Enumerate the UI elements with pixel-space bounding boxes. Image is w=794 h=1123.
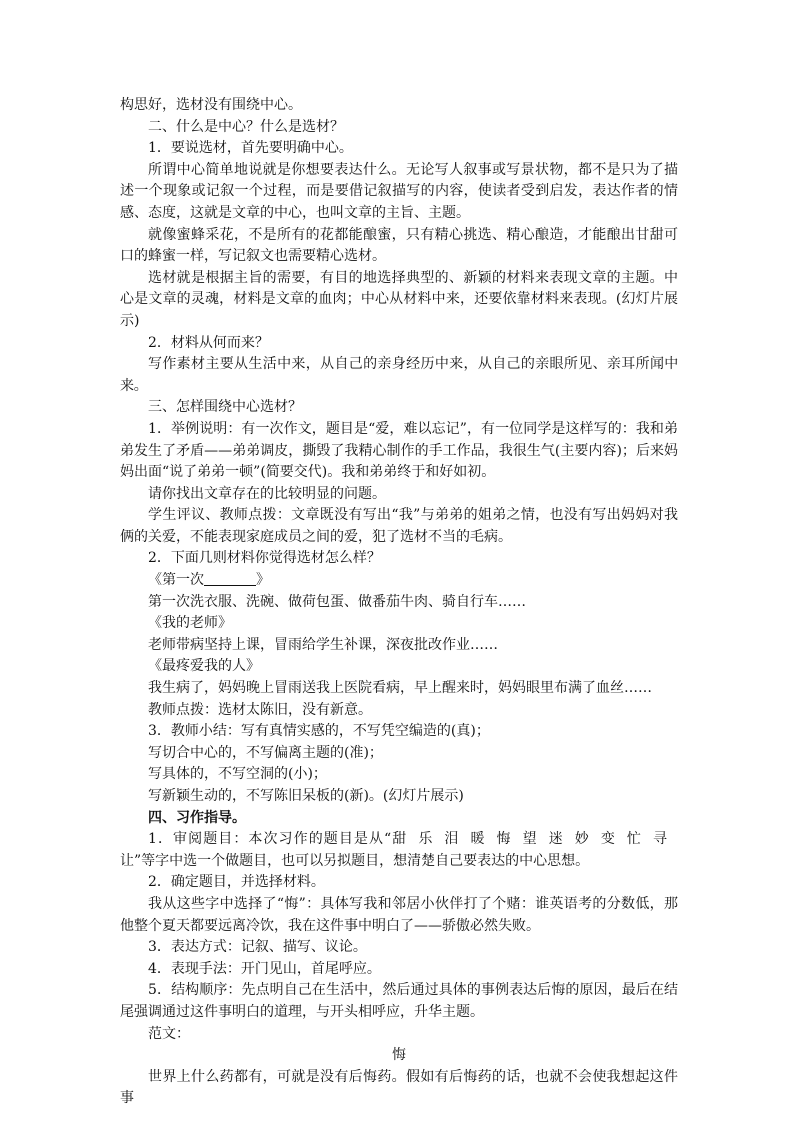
text-run: 让”等字中选一个做题目，也可以另拟题目，想清楚自己要表达的中心思想。 — [120, 852, 590, 869]
paragraph: 5．结构顺序：先点明自己在生活中，然后通过具体的事例表达后悔的原因，最后在结尾强调通过这件事明白的道理，与开头相呼应，升华主题。 — [120, 982, 678, 1020]
subheading: 1．要说选材，首先要明确中心。 — [148, 140, 353, 157]
material-title-first-time — [120, 570, 678, 592]
paragraph: 3．教师小结：写有真情实感的，不写凭空编造的(真)； — [148, 723, 490, 740]
material-title-text: 《第一次 — [148, 572, 204, 589]
paragraph: 世界上什么药都有，可就是没有后悔药。假如有后悔药的话，也就不会使我想起这件事 — [120, 1068, 678, 1107]
paragraph: 1．举例说明：有一次作文，题目是“爱，难以忘记”，有一位同学是这样写的：我和弟弟发生了矛盾——弟弟调皮，撕毁了我精心制作的手工作品，我很生气(主要内容)；后来妈妈出面“说了弟弟一顿”(简要交代)。我和弟弟终于和好如初。 — [120, 420, 678, 481]
paragraph: 写切合中心的，不写偏离主题的(准)； — [148, 744, 383, 761]
subheading: 2．下面几则材料你觉得选材怎么样？ — [148, 550, 381, 567]
paragraph: 就像蜜蜂采花，不是所有的花都能酿蜜，只有精心挑选、精心酿造，才能酿出甘甜可口的蜂蜜一样，写记叙文也需要精心选材。 — [120, 226, 678, 265]
paragraph: 写新颖生动的，不写陈旧呆板的(新)。(幻灯片展示) — [148, 788, 464, 804]
paragraph: 所谓中心简单地说就是你想要表达什么。无论写人叙事或写景状物，都不是只为了描述一个现象或记叙一个过程，而是要借记叙描写的内容，使读者受到启发，表达作者的情感、态度，这就是文章的中心，也叫文章的主旨、主题。 — [120, 161, 678, 221]
section-heading-3: 三、怎样围绕中心选材？ — [148, 399, 302, 416]
paragraph: 我从这些字中选择了“悔”：具体写我和邻居小伙伴打了个赌：谁英语考的分数低，那他整个夏天都要远离冷饮，我在这件事中明白了——骄傲必然失败。 — [120, 895, 678, 934]
document-body — [120, 95, 678, 1110]
subheading: 2．确定题目，并选择材料。 — [148, 874, 325, 891]
paragraph: 教师点拨：选材太陈旧，没有新意。 — [148, 701, 372, 718]
paragraph: 第一次洗衣服、洗碗、做荷包蛋、做番茄牛肉、骑自行车…… — [148, 593, 526, 610]
paragraph: 学生评议、教师点拨：文章既没有写出“我”与弟弟的姐弟之情，也没有写出妈妈对我俩的关爱，不能表现家庭成员之间的爱，犯了选材不当的毛病。 — [120, 507, 678, 545]
paragraph — [120, 829, 678, 872]
character-list: 甜乐泪暖悔望迷妙变忙寻 — [391, 831, 678, 848]
paragraph: 请你找出文章存在的比较明显的问题。 — [148, 485, 386, 502]
paragraph: 4．表现手法：开门见山，首尾呼应。 — [148, 960, 381, 977]
paragraph: 老师带病坚持上课，冒雨给学生补课，深夜批改作业…… — [148, 636, 498, 653]
paragraph: 选材就是根据主旨的需要，有目的地选择典型的、新颖的材料来表现文章的主题。中心是文章的灵魂，材料是文章的血肉；中心从材料中来，还要依靠材料来表现。(幻灯片展示) — [120, 269, 678, 329]
paragraph: 写作素材主要从生活中来，从自己的亲身经历中来，从自己的亲眼所见、亲耳所闻中来。 — [120, 356, 678, 394]
section-heading-2: 二、什么是中心？什么是选材？ — [148, 118, 344, 135]
material-title-close: 》 — [256, 572, 270, 589]
section-heading-4: 四、习作指导。 — [148, 809, 246, 826]
subheading: 2．材料从何而来？ — [148, 334, 269, 351]
paragraph: 范文： — [148, 1025, 190, 1042]
paragraph: 3．表达方式：记叙、描写、议论。 — [148, 939, 367, 956]
material-title: 《我的老师》 — [148, 615, 232, 632]
essay-title: 悔 — [392, 1047, 406, 1064]
paragraph: 构思好，选材没有围绕中心。 — [120, 97, 302, 113]
fill-in-blank — [204, 571, 256, 586]
paragraph: 我生病了，妈妈晚上冒雨送我上医院看病，早上醒来时，妈妈眼里布满了血丝…… — [148, 680, 652, 697]
paragraph: 写具体的，不写空洞的(小)； — [148, 766, 327, 783]
text-run: 1．审阅题目：本次习作的题目是从“ — [148, 831, 392, 848]
material-title: 《最疼爱我的人》 — [148, 658, 260, 675]
